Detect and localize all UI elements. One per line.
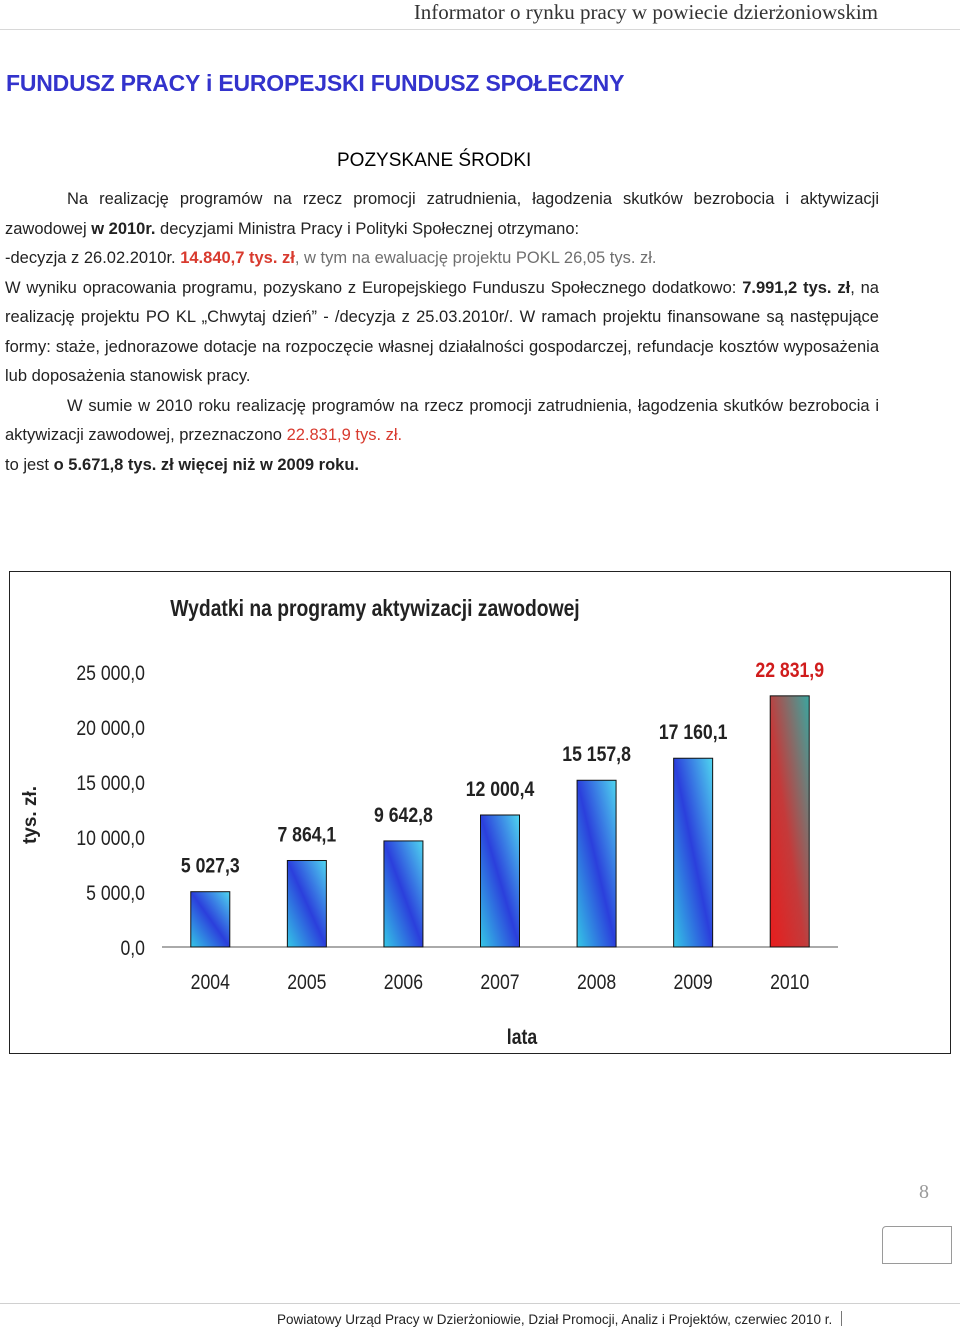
body-text (5, 185, 879, 480)
p2-amount: 14.840,7 tys. zł (180, 249, 295, 267)
y-tick-label: 10 000,0 (76, 826, 145, 851)
x-axis-label: lata (506, 1025, 538, 1050)
page-number: 8 (919, 1181, 929, 1203)
x-tick-label: 2009 (673, 970, 713, 995)
data-label: 9 642,8 (374, 803, 433, 828)
data-label: 17 160,1 (658, 720, 728, 745)
bar-2007 (481, 815, 520, 947)
paragraph-4 (5, 392, 879, 451)
main-title: FUNDUSZ PRACY i EUROPEJSKI FUNDUSZ SPOŁECZNY (6, 70, 625, 96)
x-tick-label: 2007 (480, 970, 520, 995)
p1-year: w 2010r. (91, 219, 156, 238)
footer-divider (841, 1311, 842, 1326)
paragraph-2 (5, 244, 879, 274)
y-tick-label: 5 000,0 (86, 881, 145, 906)
x-tick-label: 2004 (190, 970, 230, 995)
section-title: POZYSKANE ŚRODKI (337, 150, 532, 171)
bar-2008 (577, 780, 616, 947)
x-tick-label: 2010 (770, 970, 810, 995)
p4-amount: 22.831,9 tys. zł. (286, 426, 403, 444)
x-tick-label: 2005 (287, 970, 327, 995)
data-label: 22 831,9 (755, 658, 825, 683)
p3-text: W wyniku opracowania programu, pozyskano z Europejskiego Funduszu Społecznego dodatkowo: (5, 278, 743, 297)
page-corner-tab (882, 1226, 952, 1264)
p4-text: W sumie w 2010 roku realizację programów na rzecz promocji zatrudnienia, łagodzenia skutków bezrobocia i aktywizacji zawodowej, przeznaczono (5, 396, 879, 444)
data-label: 15 157,8 (562, 742, 631, 767)
y-tick-label: 20 000,0 (76, 716, 145, 741)
data-label: 12 000,4 (465, 777, 535, 802)
chart-frame (9, 571, 951, 1054)
data-label: 5 027,3 (180, 854, 240, 879)
p3-tail: , na realizację projektu PO KL „Chwytaj dzień” - /decyzja z 25.03.2010r/. W ramach projektu finansowane są następujące formy: staże, jednorazowe dotacje na rozpoczęcie własnej działalności gospodarczej, refundacje kosztów wyposażenia lub doposażenia stanowisk pracy. (5, 278, 879, 385)
y-tick-label: 0,0 (120, 936, 145, 961)
bar-2005 (287, 860, 326, 947)
x-tick-label: 2006 (383, 970, 424, 995)
footer-text: Powiatowy Urząd Pracy w Dzierżoniowie, Dział Promocji, Analiz i Projektów, czerwiec 2010 r. (277, 1312, 833, 1327)
header-rule (0, 29, 960, 30)
p3-amount: 7.991,2 tys. zł (742, 278, 851, 297)
footer-rule (0, 1303, 960, 1304)
x-tick-labels (191, 971, 810, 995)
y-tick-label: 15 000,0 (76, 771, 145, 796)
y-axis-label: tys. zł. (20, 785, 41, 845)
p2-text: -decyzja z 26.02.2010r. (5, 249, 181, 267)
y-tick-labels (76, 662, 145, 961)
p1-tail: decyzjami Ministra Pracy i Polityki Społecznej otrzymano: (155, 219, 580, 238)
bar-2006 (384, 841, 423, 947)
p5-text: to jest (5, 455, 54, 474)
bar-2004 (191, 892, 230, 947)
chart-title: Wydatki na programy aktywizacji zawodowej (170, 596, 580, 622)
running-header: Informator o rynku pracy w powiecie dzierżoniowskim (413, 0, 878, 24)
data-label: 7 864,1 (277, 823, 337, 847)
x-tick-label: 2008 (576, 970, 617, 995)
paragraph-3 (5, 274, 879, 392)
p1-text: Na realizację programów na rzecz promocji zatrudnienia, łagodzenia skutków bezrobocia i aktywizacji zawodowej (5, 190, 879, 238)
p2-tail: , w tym na ewaluację projektu POKL 26,05 tys. zł. (294, 249, 657, 267)
p5-amount: o 5.671,8 tys. zł więcej niż w 2009 roku. (53, 455, 360, 474)
bar-2010 (770, 696, 809, 947)
bar-2009 (674, 758, 713, 947)
bar-chart (10, 572, 950, 1052)
y-tick-label: 25 000,0 (76, 661, 145, 686)
footer (277, 1311, 842, 1327)
paragraph-5 (5, 451, 879, 481)
paragraph-1 (5, 185, 879, 244)
